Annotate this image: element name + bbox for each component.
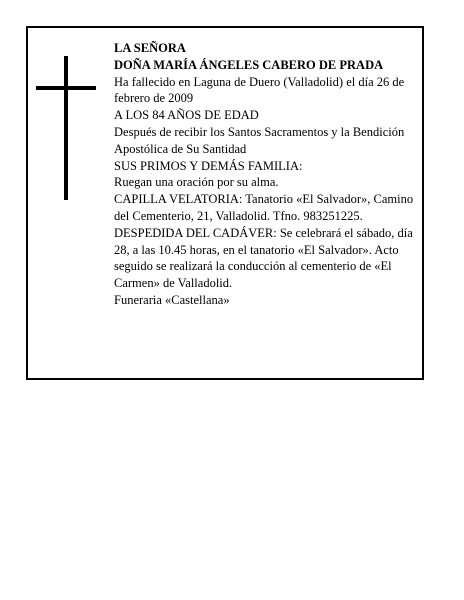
age-line: A LOS 84 AÑOS DE EDAD <box>114 108 259 123</box>
chapel-info: CAPILLA VELATORIA: Tanatorio «El Salvador», Camino del Cementerio, 21, Valladolid. Tfno. 983251225. <box>114 192 414 223</box>
cross-horizontal-bar <box>36 86 96 90</box>
farewell-info: DESPEDIDA DEL CADÁVER: Se celebrará el sábado, día 28, a las 10.45 horas, en el tanatorio «El Salvador». Acto seguido se realizará la conducción al cementerio de «El Carmen» de Valladolid. <box>114 225 413 291</box>
cross-icon <box>36 56 96 200</box>
prayer-request: Ruegan una oración por su alma. <box>114 175 279 190</box>
obituary-notice <box>26 26 424 380</box>
deceased-name: DOÑA MARÍA ÁNGELES CABERO DE PRADA <box>114 57 384 72</box>
family-line: SUS PRIMOS Y DEMÁS FAMILIA: <box>114 158 303 173</box>
notice-text <box>114 40 418 309</box>
cross-vertical-bar <box>64 56 68 200</box>
funeral-home: Funeraria «Castellana» <box>114 292 230 307</box>
sacraments-line: Después de recibir los Santos Sacramentos y la Bendición Apostólica de Su Santidad <box>114 124 405 156</box>
heading-title: LA SEÑORA <box>114 41 186 55</box>
death-info: Ha fallecido en Laguna de Duero (Valladolid) el día 26 de febrero de 2009 <box>114 74 405 106</box>
